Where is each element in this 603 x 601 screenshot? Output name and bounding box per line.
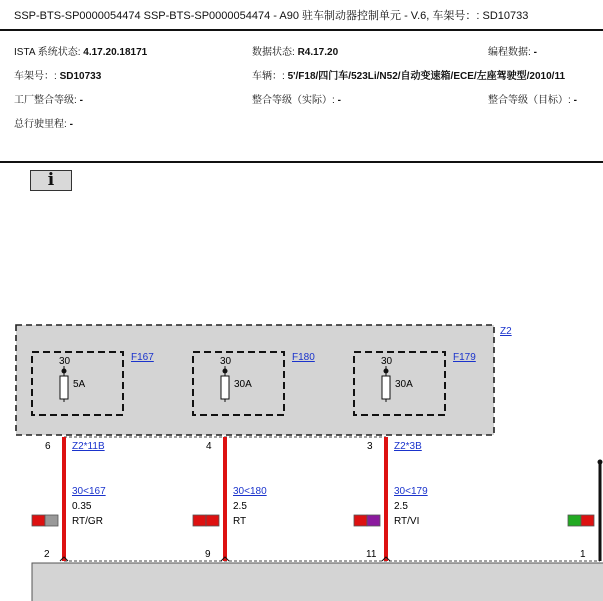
factory-integration-level: 工厂整合等级: - [14, 95, 83, 106]
vehicle: 车辆：: 5'/F18/四门车/523Li/N52/自动变速箱/ECE/左座驾驶型/2010/11 [252, 71, 566, 82]
fuse-icon [60, 376, 68, 399]
fuse-icon [382, 376, 390, 399]
bottom-pin-number: 2 [44, 549, 50, 560]
fuse-icon [221, 376, 229, 399]
wire-color-code: RT/VI [394, 516, 420, 527]
wire-size: 2.5 [233, 501, 247, 512]
right-pin-number: 1 [580, 549, 586, 560]
bottom-pin-number: 11 [366, 549, 377, 560]
fuse-terminal [223, 369, 228, 374]
vin: 车架号：: SD10733 [14, 71, 102, 82]
connector-block [32, 563, 603, 601]
wire-color-code: RT [233, 516, 247, 527]
pin-number: 6 [45, 441, 51, 452]
module-z2-link[interactable]: Z2 [500, 326, 512, 337]
info-icon: i [47, 170, 55, 190]
right-color-swatch-primary [568, 515, 581, 526]
fuse-terminal [384, 369, 389, 374]
bottom-pin-number: 9 [205, 549, 211, 560]
color-swatch-primary [354, 515, 367, 526]
fuse-label-link[interactable]: F180 [292, 352, 315, 363]
fuse-label-link[interactable]: F179 [453, 352, 476, 363]
wire-id-link[interactable]: 30<180 [233, 486, 267, 497]
total-mileage: 总行驶里程: - [14, 119, 73, 130]
actual-integration-level: 整合等级（实际）: - [252, 95, 341, 106]
fuse-terminal [62, 369, 67, 374]
wire-id-link[interactable]: 30<179 [394, 486, 428, 497]
connector-link[interactable]: Z2*11B [72, 441, 105, 452]
right-wire-junction [598, 460, 603, 465]
fuse-pin-top: 30 [59, 356, 71, 367]
wire-color-code: RT/GR [72, 516, 103, 527]
fuse-rating: 30A [234, 379, 252, 390]
programming-data: 编程数据: - [488, 47, 537, 58]
module-z2-box [16, 325, 494, 435]
color-swatch-primary [32, 515, 45, 526]
connector-link[interactable]: Z2*3B [394, 441, 422, 452]
wire-id-link[interactable]: 30<167 [72, 486, 106, 497]
ista-status: ISTA 系统状态: 4.17.20.18171 [14, 47, 148, 58]
color-swatch-secondary [206, 515, 219, 526]
right-color-swatch-secondary [581, 515, 594, 526]
fuse-rating: 5A [73, 379, 86, 390]
pin-number: 4 [206, 441, 212, 452]
fuse-pin-top: 30 [381, 356, 393, 367]
document-title: SSP-BTS-SP0000054474 SSP-BTS-SP0000054474 - A90 驻车制动器控制单元 - V.6, 车架号：: SD10733 [14, 10, 529, 22]
fuse-label-link[interactable]: F167 [131, 352, 154, 363]
fuse-pin-top: 30 [220, 356, 232, 367]
target-integration-level: 整合等级（目标）: - [488, 95, 577, 106]
data-status: 数据状态: R4.17.20 [252, 47, 339, 58]
pin-number: 3 [367, 441, 373, 452]
color-swatch-primary [193, 515, 206, 526]
fuse-rating: 30A [395, 379, 413, 390]
color-swatch-secondary [367, 515, 380, 526]
color-swatch-secondary [45, 515, 58, 526]
wire-size: 0.35 [72, 501, 92, 512]
wire-size: 2.5 [394, 501, 408, 512]
